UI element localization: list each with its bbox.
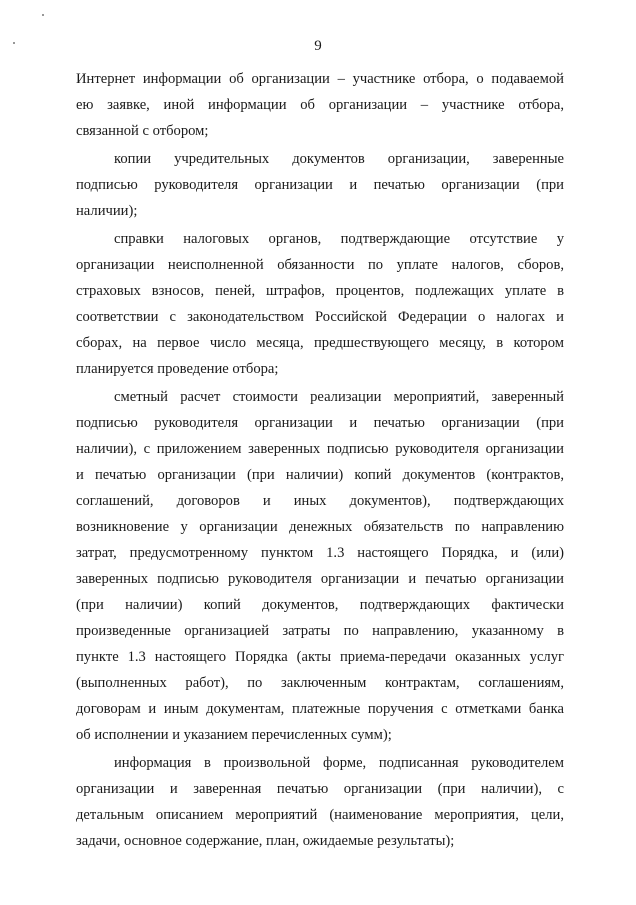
text-line: договорам и иным документам, платежные поручения с отметками банка [76, 701, 564, 717]
paragraph [76, 750, 564, 854]
text-line: детальным описанием мероприятий (наименование мероприятия, цели, [76, 807, 564, 823]
text-line: наличии); [76, 203, 138, 219]
text-line: ею заявке, иной информации об организации – участнике отбора, [76, 97, 564, 113]
text-line: произведенные организацией затраты по направлению, указанному в [76, 623, 564, 639]
text-line: пункте 1.3 настоящего Порядка (акты приема-передачи оказанных услуг [76, 649, 564, 665]
paragraph [76, 226, 564, 382]
text-line: возникновение у организации денежных обязательств по направлению [76, 519, 564, 535]
text-line: сметный расчет стоимости реализации мероприятий, заверенный [114, 389, 564, 405]
text-line: справки налоговых органов, подтверждающие отсутствие у [114, 231, 564, 247]
text-line: (выполненных работ), по заключенным контрактам, соглашениям, [76, 675, 564, 691]
text-line: (при наличии) копий документов, подтверждающих фактически [76, 597, 564, 613]
text-line: страховых взносов, пеней, штрафов, процентов, подлежащих уплате в [76, 283, 564, 299]
text-line: подписью руководителя организации и печатью организации (при [76, 177, 564, 193]
text-line: Интернет информации об организации – участнике отбора, о подаваемой [76, 71, 564, 87]
text-line: организации неисполненной обязанности по уплате налогов, сборов, [76, 257, 564, 273]
text-line: об исполнении и указанием перечисленных сумм); [76, 727, 392, 743]
document-body [76, 66, 564, 854]
scan-speck [42, 14, 44, 16]
text-line: затрат, предусмотренному пунктом 1.3 настоящего Порядка, и (или) [76, 545, 564, 561]
text-line: заверенных подписью руководителя организации и печатью организации [76, 571, 564, 587]
text-line: сборах, на первое число месяца, предшествующего месяцу, в котором [76, 335, 564, 351]
text-line: задачи, основное содержание, план, ожидаемые результаты); [76, 833, 455, 849]
text-line: планируется проведение отбора; [76, 361, 279, 377]
page-number: 9 [314, 38, 322, 54]
text-line: связанной с отбором; [76, 123, 209, 139]
paragraph [76, 66, 564, 144]
text-line: копии учредительных документов организации, заверенные [114, 151, 564, 167]
text-line: и печатью организации (при наличии) копий документов (контрактов, [76, 467, 564, 483]
text-line: организации и заверенная печатью организации (при наличии), с [76, 781, 564, 797]
paragraph [76, 384, 564, 748]
paragraph [76, 146, 564, 224]
text-line: подписью руководителя организации и печатью организации (при [76, 415, 564, 431]
text-line: информация в произвольной форме, подписанная руководителем [114, 755, 564, 771]
text-line: соглашений, договоров и иных документов), подтверждающих [76, 493, 564, 509]
text-line: наличии), с приложением заверенных подписью руководителя организации [76, 441, 564, 457]
text-line: соответствии с законодательством Российской Федерации о налогах и [76, 309, 564, 325]
